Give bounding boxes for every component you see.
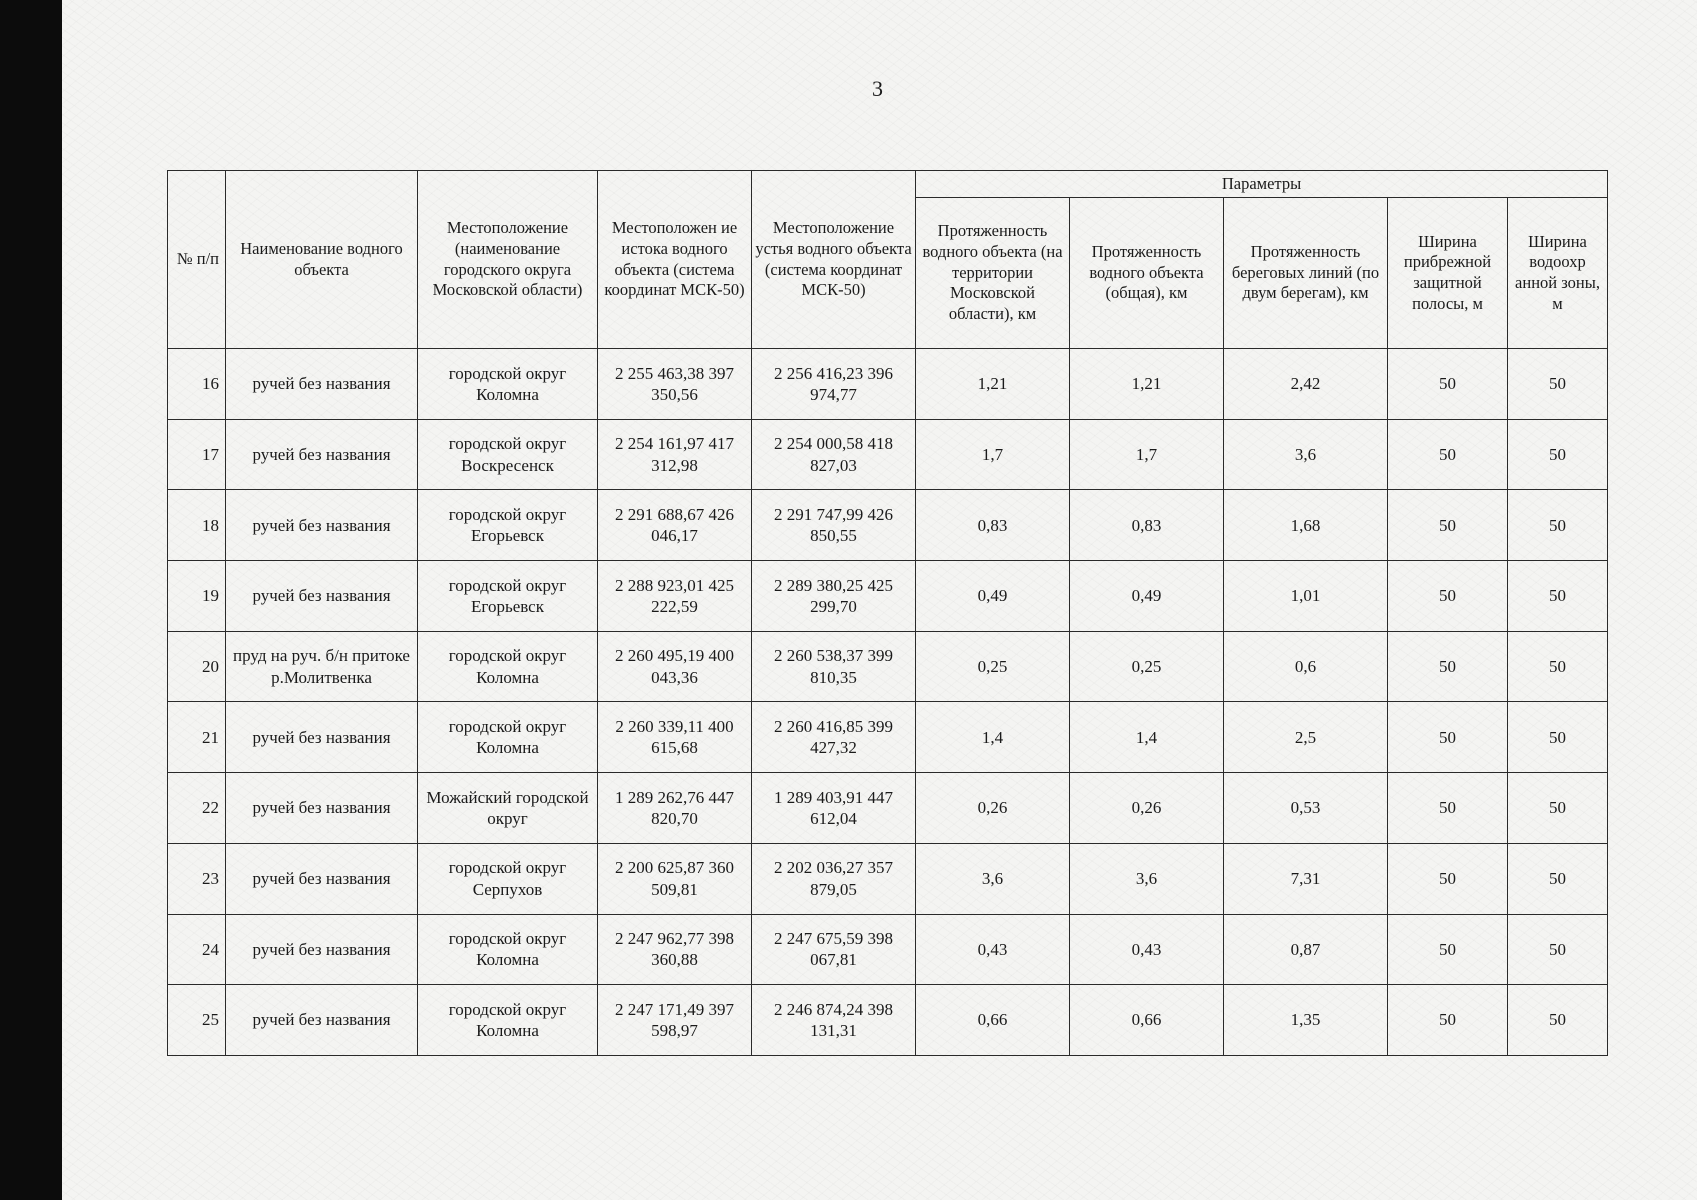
cell-num: 24	[168, 914, 226, 985]
header-num: № п/п	[168, 171, 226, 349]
cell-length-moscow: 0,66	[916, 985, 1070, 1056]
cell-name: ручей без названия	[226, 702, 418, 773]
cell-length-total: 1,4	[1070, 702, 1224, 773]
cell-coastal-width: 50	[1388, 985, 1508, 1056]
cell-protection-width: 50	[1508, 843, 1608, 914]
cell-shore-length: 0,87	[1224, 914, 1388, 985]
table-body	[168, 349, 1608, 1056]
cell-num: 16	[168, 349, 226, 420]
cell-mouth-coords: 2 247 675,59 398 067,81	[752, 914, 916, 985]
scan-left-edge	[0, 0, 62, 1200]
header-length-moscow: Протяженность водного объекта (на территории Московской области), км	[916, 198, 1070, 349]
cell-location: городской округ Воскресенск	[418, 419, 598, 490]
cell-name: ручей без названия	[226, 349, 418, 420]
cell-length-total: 1,7	[1070, 419, 1224, 490]
cell-location: городской округ Коломна	[418, 702, 598, 773]
header-parameters: Параметры	[916, 171, 1608, 198]
table-row	[168, 349, 1608, 420]
cell-shore-length: 2,5	[1224, 702, 1388, 773]
cell-shore-length: 1,35	[1224, 985, 1388, 1056]
cell-coastal-width: 50	[1388, 773, 1508, 844]
header-length-total: Протяженность водного объекта (общая), км	[1070, 198, 1224, 349]
cell-length-moscow: 1,7	[916, 419, 1070, 490]
cell-protection-width: 50	[1508, 419, 1608, 490]
cell-mouth-coords: 2 289 380,25 425 299,70	[752, 561, 916, 632]
cell-source-coords: 1 289 262,76 447 820,70	[598, 773, 752, 844]
cell-coastal-width: 50	[1388, 419, 1508, 490]
cell-length-total: 0,49	[1070, 561, 1224, 632]
cell-mouth-coords: 2 260 416,85 399 427,32	[752, 702, 916, 773]
cell-source-coords: 2 260 339,11 400 615,68	[598, 702, 752, 773]
page-number: 3	[872, 76, 883, 101]
cell-length-total: 0,83	[1070, 490, 1224, 561]
cell-length-total: 1,21	[1070, 349, 1224, 420]
cell-num: 18	[168, 490, 226, 561]
cell-coastal-width: 50	[1388, 843, 1508, 914]
table-row	[168, 914, 1608, 985]
cell-protection-width: 50	[1508, 914, 1608, 985]
cell-source-coords: 2 254 161,97 417 312,98	[598, 419, 752, 490]
cell-mouth-coords: 2 254 000,58 418 827,03	[752, 419, 916, 490]
cell-protection-width: 50	[1508, 702, 1608, 773]
cell-name: ручей без названия	[226, 843, 418, 914]
cell-num: 22	[168, 773, 226, 844]
cell-protection-width: 50	[1508, 773, 1608, 844]
cell-mouth-coords: 2 260 538,37 399 810,35	[752, 631, 916, 702]
cell-protection-width: 50	[1508, 349, 1608, 420]
table-row	[168, 561, 1608, 632]
cell-location: городской округ Коломна	[418, 349, 598, 420]
cell-length-moscow: 0,83	[916, 490, 1070, 561]
cell-location: Можайский городской округ	[418, 773, 598, 844]
cell-length-moscow: 1,4	[916, 702, 1070, 773]
header-mouth: Местоположение устья водного объекта (система координат МСК-50)	[752, 171, 916, 349]
cell-coastal-width: 50	[1388, 702, 1508, 773]
cell-length-moscow: 1,21	[916, 349, 1070, 420]
header-coastal-width: Ширина прибрежной защитной полосы, м	[1388, 198, 1508, 349]
cell-shore-length: 3,6	[1224, 419, 1388, 490]
cell-mouth-coords: 2 246 874,24 398 131,31	[752, 985, 916, 1056]
cell-coastal-width: 50	[1388, 631, 1508, 702]
cell-num: 25	[168, 985, 226, 1056]
table-row	[168, 843, 1608, 914]
table-row	[168, 773, 1608, 844]
header-location: Местоположение (наименование городского округа Московской области)	[418, 171, 598, 349]
table-row	[168, 419, 1608, 490]
table-row	[168, 631, 1608, 702]
cell-shore-length: 1,01	[1224, 561, 1388, 632]
header-shore-length: Протяженность береговых линий (по двум берегам), км	[1224, 198, 1388, 349]
cell-mouth-coords: 2 256 416,23 396 974,77	[752, 349, 916, 420]
cell-location: городской округ Коломна	[418, 985, 598, 1056]
cell-length-moscow: 0,25	[916, 631, 1070, 702]
cell-name: ручей без названия	[226, 490, 418, 561]
cell-protection-width: 50	[1508, 561, 1608, 632]
cell-length-total: 0,43	[1070, 914, 1224, 985]
header-source: Местоположен ие истока водного объекта (система координат МСК-50)	[598, 171, 752, 349]
cell-protection-width: 50	[1508, 631, 1608, 702]
cell-location: городской округ Егорьевск	[418, 490, 598, 561]
cell-length-moscow: 0,43	[916, 914, 1070, 985]
cell-length-total: 0,66	[1070, 985, 1224, 1056]
cell-coastal-width: 50	[1388, 561, 1508, 632]
cell-coastal-width: 50	[1388, 349, 1508, 420]
cell-source-coords: 2 247 171,49 397 598,97	[598, 985, 752, 1056]
cell-shore-length: 7,31	[1224, 843, 1388, 914]
table-row	[168, 702, 1608, 773]
water-objects-table	[167, 170, 1608, 1056]
cell-shore-length: 2,42	[1224, 349, 1388, 420]
table-row	[168, 985, 1608, 1056]
cell-length-moscow: 0,26	[916, 773, 1070, 844]
cell-location: городской округ Коломна	[418, 914, 598, 985]
cell-num: 17	[168, 419, 226, 490]
cell-shore-length: 0,6	[1224, 631, 1388, 702]
cell-length-moscow: 0,49	[916, 561, 1070, 632]
cell-source-coords: 2 200 625,87 360 509,81	[598, 843, 752, 914]
cell-num: 23	[168, 843, 226, 914]
cell-location: городской округ Коломна	[418, 631, 598, 702]
cell-length-total: 0,25	[1070, 631, 1224, 702]
cell-shore-length: 1,68	[1224, 490, 1388, 561]
cell-shore-length: 0,53	[1224, 773, 1388, 844]
cell-length-moscow: 3,6	[916, 843, 1070, 914]
cell-name: ручей без названия	[226, 419, 418, 490]
cell-mouth-coords: 2 202 036,27 357 879,05	[752, 843, 916, 914]
cell-length-total: 0,26	[1070, 773, 1224, 844]
cell-location: городской округ Егорьевск	[418, 561, 598, 632]
cell-protection-width: 50	[1508, 985, 1608, 1056]
header-protection-width: Ширина водоохр анной зоны, м	[1508, 198, 1608, 349]
cell-name: ручей без названия	[226, 914, 418, 985]
cell-coastal-width: 50	[1388, 914, 1508, 985]
cell-source-coords: 2 247 962,77 398 360,88	[598, 914, 752, 985]
cell-name: пруд на руч. б/н притоке р.Молитвенка	[226, 631, 418, 702]
cell-name: ручей без названия	[226, 773, 418, 844]
cell-name: ручей без названия	[226, 561, 418, 632]
cell-source-coords: 2 288 923,01 425 222,59	[598, 561, 752, 632]
cell-num: 20	[168, 631, 226, 702]
cell-mouth-coords: 2 291 747,99 426 850,55	[752, 490, 916, 561]
cell-length-total: 3,6	[1070, 843, 1224, 914]
cell-location: городской округ Серпухов	[418, 843, 598, 914]
cell-source-coords: 2 260 495,19 400 043,36	[598, 631, 752, 702]
cell-mouth-coords: 1 289 403,91 447 612,04	[752, 773, 916, 844]
header-name: Наименование водного объекта	[226, 171, 418, 349]
cell-source-coords: 2 255 463,38 397 350,56	[598, 349, 752, 420]
cell-protection-width: 50	[1508, 490, 1608, 561]
cell-coastal-width: 50	[1388, 490, 1508, 561]
cell-num: 21	[168, 702, 226, 773]
cell-source-coords: 2 291 688,67 426 046,17	[598, 490, 752, 561]
cell-name: ручей без названия	[226, 985, 418, 1056]
cell-num: 19	[168, 561, 226, 632]
table-row	[168, 490, 1608, 561]
